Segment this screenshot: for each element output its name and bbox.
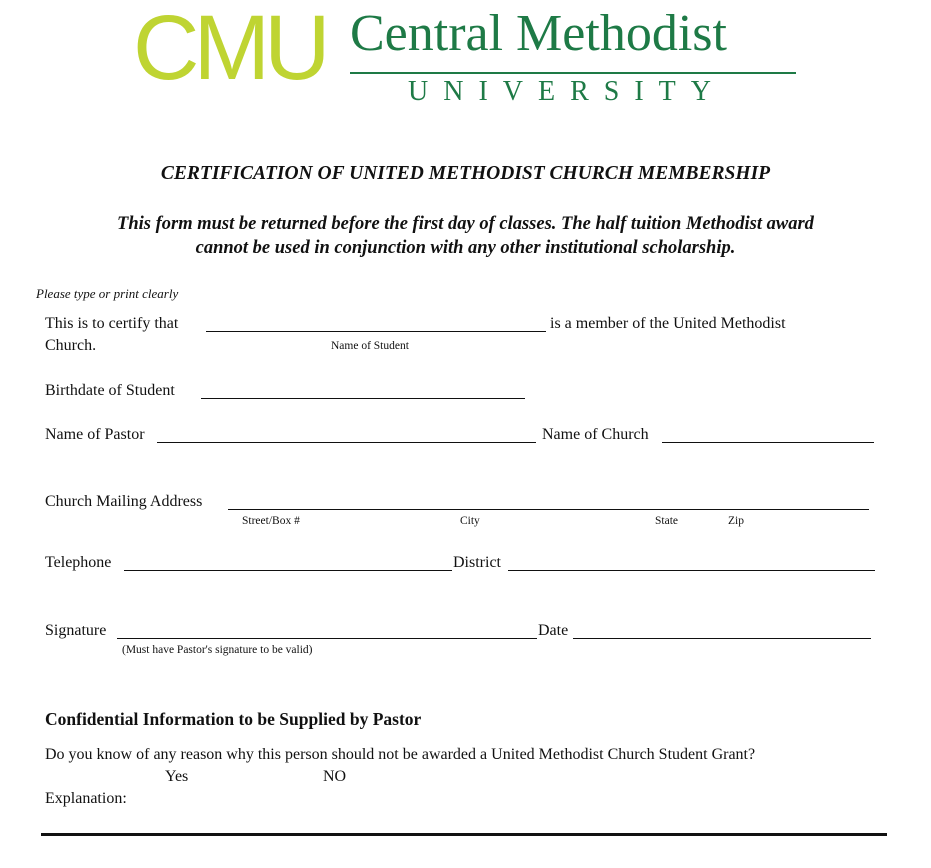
signature-field[interactable] [117,638,537,639]
confidential-heading: Confidential Information to be Supplied by Pastor [45,709,422,729]
church-label: Name of Church [542,426,649,443]
notice-line-1: This form must be returned before the first day of classes. The half tuition Methodist award [117,214,814,234]
bottom-divider [41,833,887,836]
cmu-logo-mark: CMU [133,0,325,99]
birthdate-label: Birthdate of Student [45,382,175,399]
grant-question: Do you know of any reason why this person should not be awarded a United Methodist Church Student Grant? [45,746,756,763]
signature-label: Signature [45,622,107,639]
church-field[interactable] [662,442,874,443]
district-field[interactable] [508,570,875,571]
student-name-caption: Name of Student [331,340,409,352]
deadline-notice [0,212,931,260]
street-caption: Street/Box # [242,515,300,527]
certify-prefix: This is to certify that [45,315,179,332]
telephone-field[interactable] [124,570,452,571]
explanation-label: Explanation: [45,790,127,807]
university-subname: UNIVERSITY [408,76,726,107]
print-clearly-hint: Please type or print clearly [36,286,179,301]
notice-line-2: cannot be used in conjunction with any other institutional scholarship. [195,238,736,258]
no-option[interactable]: NO [323,768,347,785]
pastor-label: Name of Pastor [45,426,145,443]
student-name-field[interactable] [206,331,546,332]
yes-option[interactable]: Yes [165,768,189,785]
zip-caption: Zip [728,515,744,527]
city-caption: City [460,515,480,527]
certify-suffix: is a member of the United Methodist [550,315,786,332]
birthdate-field[interactable] [201,398,525,399]
certify-continuation: Church. [45,337,97,354]
form-title: CERTIFICATION OF UNITED METHODIST CHURCH MEMBERSHIP [160,163,771,184]
pastor-field[interactable] [157,442,536,443]
university-name: Central Methodist [350,5,727,62]
mailing-address-label: Church Mailing Address [45,493,203,510]
mailing-address-field[interactable] [228,509,869,510]
telephone-label: Telephone [45,554,112,571]
date-label: Date [538,622,569,639]
district-label: District [453,554,501,571]
signature-note: (Must have Pastor's signature to be valid) [122,644,313,656]
state-caption: State [655,515,678,527]
logo-divider [350,72,796,74]
date-field[interactable] [573,638,871,639]
